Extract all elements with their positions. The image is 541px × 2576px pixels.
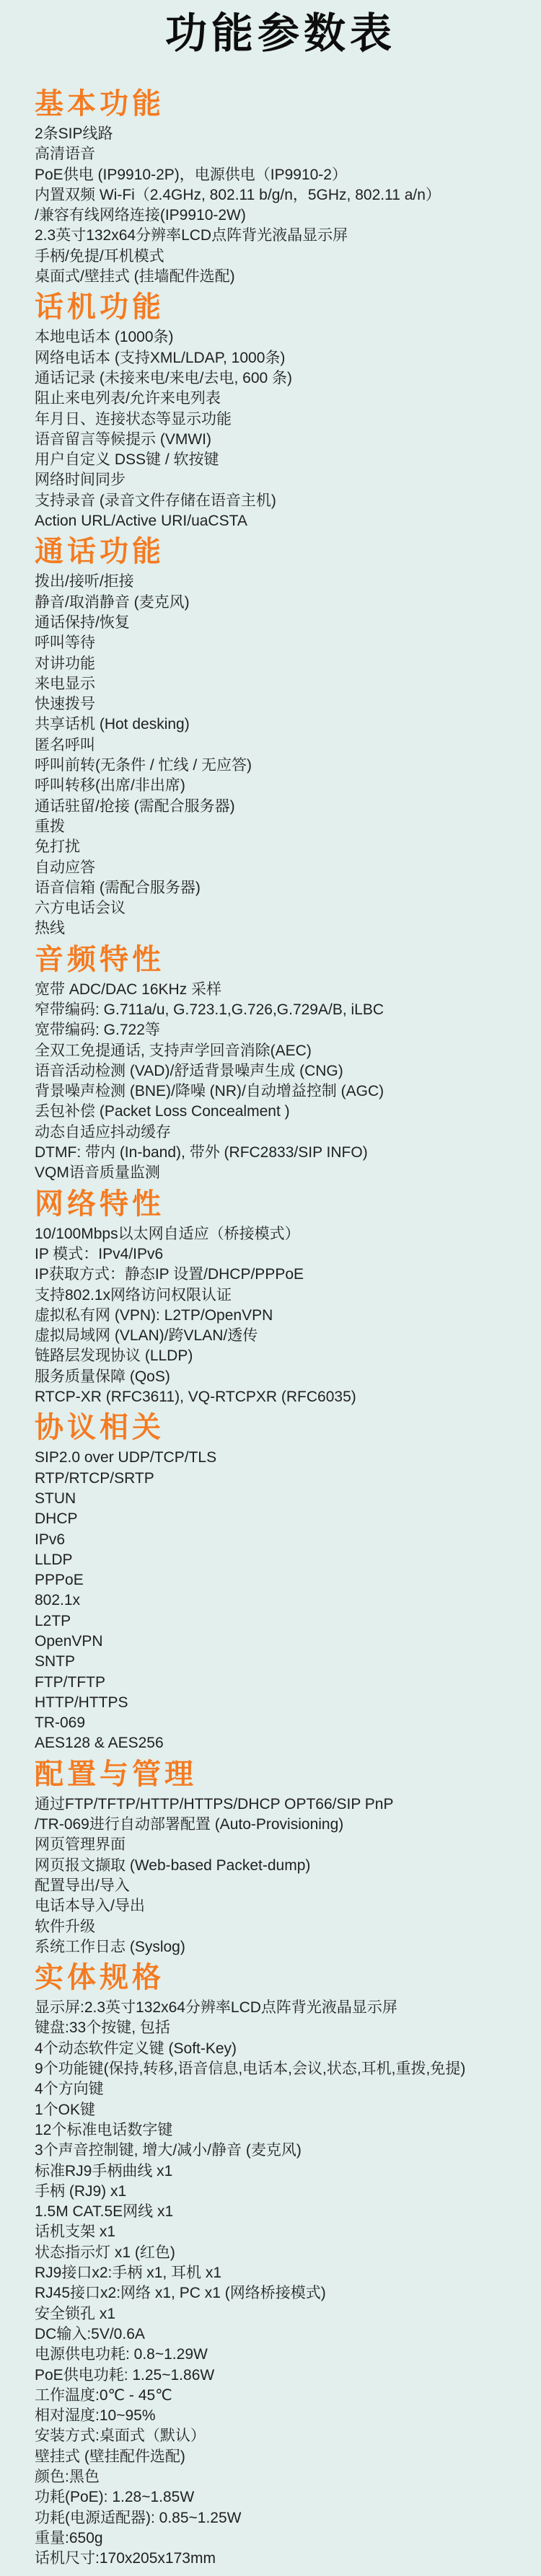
- spec-line: 宽带编码: G.722等: [35, 1022, 160, 1039]
- spec-line: 共享话机 (Hot desking): [35, 716, 190, 733]
- spec-line: 全双工免提通话, 支持声学回音消除(AEC): [35, 1042, 312, 1059]
- section-items: [35, 572, 527, 939]
- spec-line: 用户自定义 DSS键 / 软按键: [35, 451, 219, 469]
- spec-section-4: [35, 1187, 527, 1408]
- section-items: [35, 1448, 527, 1753]
- spec-line: /TR-069进行自动部署配置 (Auto-Provisioning): [35, 1816, 344, 1833]
- spec-line: 安装方式:桌面式（默认）: [35, 2427, 206, 2445]
- spec-line: 语音活动检测 (VAD)/舒适背景噪声生成 (CNG): [35, 1062, 343, 1079]
- spec-line: RJ45接口x2:网络 x1, PC x1 (网络桥接模式): [35, 2285, 326, 2302]
- spec-line: FTP/TFTP: [35, 1673, 105, 1691]
- spec-line: 支持录音 (录音文件存储在语音主机): [35, 492, 276, 509]
- section-heading: 音频特性: [35, 943, 164, 975]
- spec-line: 丢包补偿 (Packet Loss Concealment ): [35, 1103, 290, 1120]
- spec-line: 壁挂式 (壁挂配件选配): [35, 2448, 185, 2465]
- spec-line: PPPoE: [35, 1572, 84, 1589]
- spec-line: 12个标准电话数字键: [35, 2121, 173, 2138]
- spec-line: SIP2.0 over UDP/TCP/TLS: [35, 1449, 217, 1466]
- spec-line: STUN: [35, 1490, 76, 1507]
- spec-line: RJ9接口x2:手柄 x1, 耳机 x1: [35, 2265, 222, 2282]
- spec-section-2: [35, 534, 527, 939]
- spec-section-0: [35, 87, 527, 287]
- section-heading: 话机功能: [35, 291, 164, 324]
- spec-line: 工作温度:0℃ - 45℃: [35, 2386, 172, 2404]
- spec-line: 宽带 ADC/DAC 16KHz 采样: [35, 981, 222, 998]
- section-heading: 配置与管理: [35, 1758, 197, 1790]
- spec-line: 状态指示灯 x1 (红色): [35, 2244, 175, 2261]
- spec-line: 内置双频 Wi-Fi（2.4GHz, 802.11 b/g/n，5GHz, 802.11 a/n）: [35, 186, 441, 203]
- spec-line: 2.3英寸132x64分辨率LCD点阵背光液晶显示屏: [35, 227, 348, 244]
- spec-line: 功耗(PoE): 1.28~1.85W: [35, 2489, 195, 2506]
- spec-line: 相对湿度:10~95%: [35, 2407, 156, 2425]
- spec-line: HTTP/HTTPS: [35, 1694, 128, 1711]
- spec-line: OpenVPN: [35, 1633, 103, 1650]
- spec-line: /兼容有线网络连接(IP9910-2W): [35, 207, 246, 224]
- spec-line: 背景噪声检测 (BNE)/降噪 (NR)/自动增益控制 (AGC): [35, 1083, 384, 1100]
- spec-line: 本地电话本 (1000条): [35, 329, 174, 346]
- section-items: [35, 327, 527, 531]
- spec-line: 手柄/免提/耳机模式: [35, 247, 164, 265]
- page-title: 功能参数表: [164, 10, 396, 57]
- section-items: [35, 1794, 527, 1957]
- spec-line: 来电显示: [35, 675, 95, 692]
- spec-section-1: [35, 290, 527, 531]
- spec-line: 安全锁孔 x1: [35, 2305, 116, 2322]
- spec-line: RTCP-XR (RFC3611), VQ-RTCPXR (RFC6035): [35, 1389, 356, 1406]
- spec-section-5: [35, 1410, 527, 1753]
- spec-line: 电源供电功耗: 0.8~1.29W: [35, 2346, 208, 2363]
- spec-line: LLDP: [35, 1551, 73, 1568]
- section-heading: 通话功能: [35, 536, 164, 568]
- spec-line: 配置导出/导入: [35, 1877, 130, 1894]
- spec-line: 颜色:黑色: [35, 2468, 100, 2485]
- spec-line: PoE供电功耗: 1.25~1.86W: [35, 2366, 215, 2384]
- spec-line: 话机支架 x1: [35, 2223, 116, 2241]
- spec-line: DTMF: 带内 (In-band), 带外 (RFC2833/SIP INFO): [35, 1144, 368, 1161]
- spec-line: TR-069: [35, 1714, 86, 1732]
- spec-line: RTP/RTCP/SRTP: [35, 1469, 154, 1487]
- section-heading: 协议相关: [35, 1412, 164, 1444]
- spec-line: SNTP: [35, 1653, 76, 1670]
- spec-line: AES128 & AES256: [35, 1735, 164, 1752]
- spec-line: 快速拨号: [35, 696, 95, 713]
- spec-line: 2条SIP线路: [35, 125, 113, 142]
- spec-line: 六方电话会议: [35, 900, 126, 917]
- section-heading: 网络特性: [35, 1187, 164, 1220]
- spec-line: 4个方向键: [35, 2081, 104, 2098]
- section-heading: 基本功能: [35, 88, 164, 120]
- spec-section-7: [35, 1960, 527, 2569]
- spec-line: 高清语音: [35, 146, 95, 163]
- spec-line: 标准RJ9手柄曲线 x1: [35, 2162, 173, 2179]
- spec-line: 1个OK键: [35, 2101, 96, 2118]
- spec-line: 重拨: [35, 818, 65, 835]
- spec-line: 免打扰: [35, 838, 80, 856]
- spec-line: 窄带编码: G.711a/u, G.723.1,G.726,G.729A/B, iLBC: [35, 1001, 384, 1018]
- spec-line: VQM语音质量监测: [35, 1164, 160, 1182]
- spec-line: 功耗(电源适配器): 0.85~1.25W: [35, 2509, 242, 2526]
- spec-line: 802.1x: [35, 1592, 81, 1609]
- spec-line: 3个声音控制键, 增大/减小/静音 (麦克风): [35, 2142, 302, 2159]
- spec-section-6: [35, 1757, 527, 1957]
- section-items: [35, 980, 527, 1184]
- spec-line: 语音留言等候提示 (VMWI): [35, 430, 211, 448]
- spec-line: 9个功能键(保持,转移,语音信息,电话本,会议,状态,耳机,重拨,免提): [35, 2061, 466, 2078]
- spec-line: 静音/取消静音 (麦克风): [35, 593, 190, 611]
- spec-line: 动态自适应抖动缓存: [35, 1123, 171, 1141]
- spec-line: 网页管理界面: [35, 1836, 126, 1854]
- spec-line: 手柄 (RJ9) x1: [35, 2182, 127, 2200]
- spec-line: 显示屏:2.3英寸132x64分辨率LCD点阵背光液晶显示屏: [35, 1999, 397, 2017]
- spec-line: 呼叫转移(出席/非出席): [35, 777, 185, 795]
- spec-line: 自动应答: [35, 859, 95, 876]
- section-items: [35, 1998, 527, 2569]
- spec-line: 软件升级: [35, 1918, 95, 1935]
- section-items: [35, 124, 527, 287]
- spec-line: 10/100Mbps以太网自适应（桥接模式）: [35, 1225, 300, 1242]
- spec-line: 1.5M CAT.5E网线 x1: [35, 2203, 174, 2221]
- spec-line: IPv6: [35, 1531, 66, 1548]
- spec-line: IP 模式：IPv4/IPv6: [35, 1245, 164, 1262]
- spec-line: DC输入:5V/0.6A: [35, 2325, 145, 2342]
- spec-line: 桌面式/壁挂式 (挂墙配件选配): [35, 268, 235, 286]
- spec-line: 呼叫等待: [35, 634, 95, 652]
- spec-line: 通话记录 (未接来电/来电/去电, 600 条): [35, 369, 293, 386]
- spec-line: 通话驻留/抢接 (需配合服务器): [35, 797, 235, 815]
- sections-container: [35, 87, 527, 2569]
- spec-line: 虚拟局域网 (VLAN)/跨VLAN/透传: [35, 1327, 258, 1345]
- spec-line: 服务质量保障 (QoS): [35, 1368, 170, 1385]
- spec-line: L2TP: [35, 1612, 71, 1629]
- spec-line: DHCP: [35, 1510, 78, 1528]
- spec-line: 网络时间同步: [35, 472, 126, 489]
- spec-line: 年月日、连接状态等显示功能: [35, 410, 232, 428]
- spec-line: 网页报文撷取 (Web-based Packet-dump): [35, 1856, 311, 1874]
- section-items: [35, 1224, 527, 1408]
- spec-line: 虚拟私有网 (VPN): L2TP/OpenVPN: [35, 1306, 273, 1324]
- spec-line: 重量:650g: [35, 2529, 103, 2546]
- spec-line: PoE供电 (IP9910-2P)，电源供电（IP9910-2）: [35, 166, 347, 183]
- spec-line: 通过FTP/TFTP/HTTP/HTTPS/DHCP OPT66/SIP PnP: [35, 1795, 394, 1813]
- spec-line: 电话本导入/导出: [35, 1898, 145, 1915]
- spec-section-3: [35, 942, 527, 1184]
- spec-line: 语音信箱 (需配合服务器): [35, 879, 201, 896]
- spec-line: 网络电话本 (支持XML/LDAP, 1000条): [35, 349, 286, 366]
- spec-line: 对讲功能: [35, 655, 95, 672]
- spec-line: 匿名呼叫: [35, 736, 95, 753]
- spec-line: 呼叫前转(无条件 / 忙线 / 无应答): [35, 757, 252, 774]
- spec-line: 支持802.1x网络访问权限认证: [35, 1286, 232, 1304]
- spec-line: Action URL/Active URI/uaCSTA: [35, 513, 247, 530]
- spec-line: 4个动态软件定义键 (Soft-Key): [35, 2040, 237, 2057]
- spec-line: 阻止来电列表/允许来电列表: [35, 390, 221, 407]
- spec-line: 链路层发现协议 (LLDP): [35, 1347, 193, 1365]
- spec-line: 话机尺寸:170x205x173mm: [35, 2550, 216, 2567]
- spec-line: 拨出/接听/拒接: [35, 573, 134, 590]
- spec-line: 系统工作日志 (Syslog): [35, 1938, 185, 1955]
- spec-line: 热线: [35, 920, 65, 937]
- section-heading: 实体规格: [35, 1962, 164, 1994]
- spec-line: 键盘:33个按键, 包括: [35, 2019, 170, 2037]
- spec-line: IP获取方式：静态IP 设置/DHCP/PPPoE: [35, 1266, 304, 1283]
- spec-line: 通话保持/恢复: [35, 614, 130, 631]
